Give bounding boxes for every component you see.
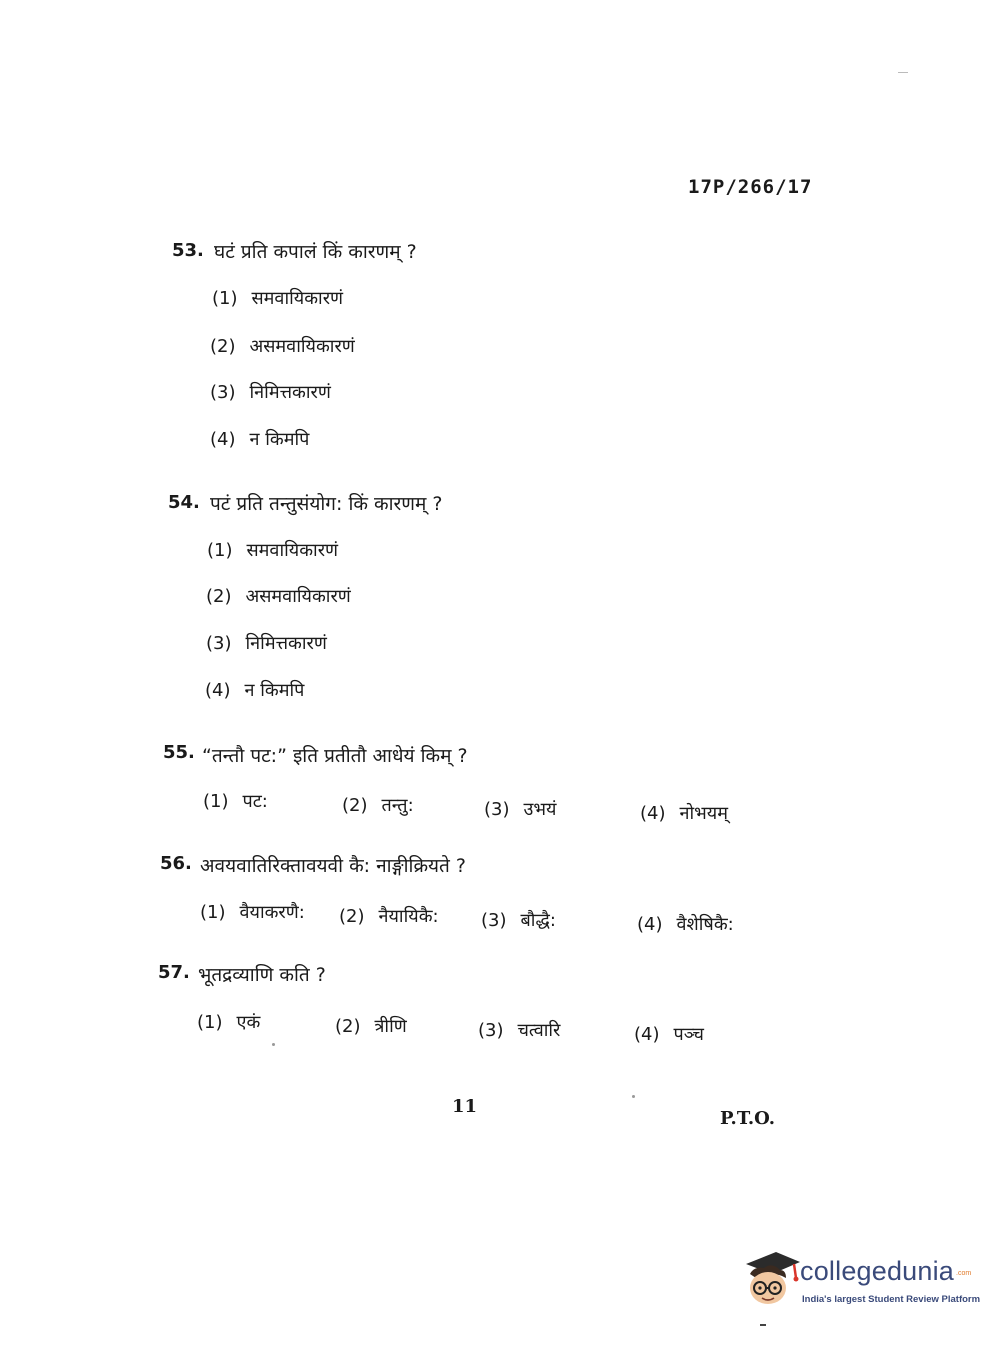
option-number: (1) [203,791,229,812]
option-number: (1) [207,540,233,561]
option-1 [197,1010,260,1034]
question-text: “तन्तौ पट:” इति प्रतीतौ आधेयं किम् ? [202,745,468,767]
question-number: 54. [168,492,200,513]
option-2 [342,793,414,817]
option-4 [637,912,734,936]
option-2 [206,584,351,608]
option-number: (4) [205,680,231,701]
question-text: अवयवातिरिक्तावयवी कै: नाङ्गीक्रियते ? [200,855,467,877]
option-number: (4) [210,429,236,450]
option-4 [210,427,309,451]
option-2 [335,1014,407,1038]
option-label: चत्वारि [517,1020,561,1041]
option-4 [640,801,728,825]
option-number: (3) [478,1020,504,1041]
option-1 [212,286,343,310]
paper-code: 17P/266/17 [688,176,813,198]
option-3 [484,797,556,821]
option-label: समवायिकारणं [246,540,339,561]
question-text: भूतद्रव्याणि कति ? [198,964,326,986]
pto-label: P.T.O. [720,1108,776,1129]
option-label: निमित्तकारणं [245,633,327,654]
option-number: (4) [637,914,663,935]
question-number: 55. [163,742,195,763]
option-label: नैयायिकै: [378,906,439,927]
option-label: नोभयम् [679,803,729,824]
option-number: (2) [339,906,365,927]
question-number: 53. [172,240,204,261]
option-1 [200,900,305,924]
question-number: 57. [158,962,190,983]
option-label: असमवायिकारणं [249,336,355,357]
option-number: (2) [210,336,236,357]
option-4 [634,1022,704,1046]
option-label: असमवायिकारणं [245,586,351,607]
option-3 [481,908,556,932]
option-number: (3) [206,633,232,654]
brand-name: collegedunia [800,1256,955,1286]
option-label: पञ्च [673,1024,704,1045]
option-label: न किमपि [249,429,310,450]
option-number: (2) [206,586,232,607]
brand-tagline: India's largest Student Review Platform [802,1294,981,1305]
option-number: (1) [200,902,226,923]
option-1 [207,538,338,562]
question-number: 56. [160,853,192,874]
option-label: निमित्तकारणं [249,382,331,403]
option-label: बौद्धै: [520,910,556,931]
option-number: (1) [197,1012,223,1033]
option-label: उभयं [523,799,557,820]
option-2 [210,334,355,358]
option-3 [478,1018,560,1042]
scan-speck [760,1324,766,1326]
option-label: तन्तु: [381,795,414,816]
option-3 [206,631,327,655]
question-text: घटं प्रति कपालं किं कारणम् ? [214,241,417,263]
scan-mark [898,72,908,73]
option-label: त्रीणि [374,1016,407,1037]
option-number: (1) [212,288,238,309]
option-label: वैयाकरणै: [239,902,305,923]
option-number: (3) [484,799,510,820]
question-text: पटं प्रति तन्तुसंयोग: किं कारणम् ? [210,493,443,515]
scan-speck [272,1043,275,1046]
option-label: एकं [236,1012,261,1033]
option-number: (3) [210,382,236,403]
option-number: (4) [640,803,666,824]
option-number: (4) [634,1024,660,1045]
option-number: (3) [481,910,507,931]
option-4 [205,678,304,702]
option-label: वैशेषिकै: [676,914,734,935]
option-1 [203,789,268,813]
option-label: समवायिकारणं [251,288,344,309]
brand-domain: .com [956,1270,972,1277]
option-label: पट: [242,791,268,812]
collegedunia-watermark [742,1248,981,1318]
option-number: (2) [335,1016,361,1037]
option-2 [339,904,439,928]
option-number: (2) [342,795,368,816]
student-mascot-icon [742,1248,802,1312]
scan-speck [632,1095,635,1098]
page-number: 11 [452,1096,478,1117]
option-label: न किमपि [244,680,305,701]
option-3 [210,380,331,404]
